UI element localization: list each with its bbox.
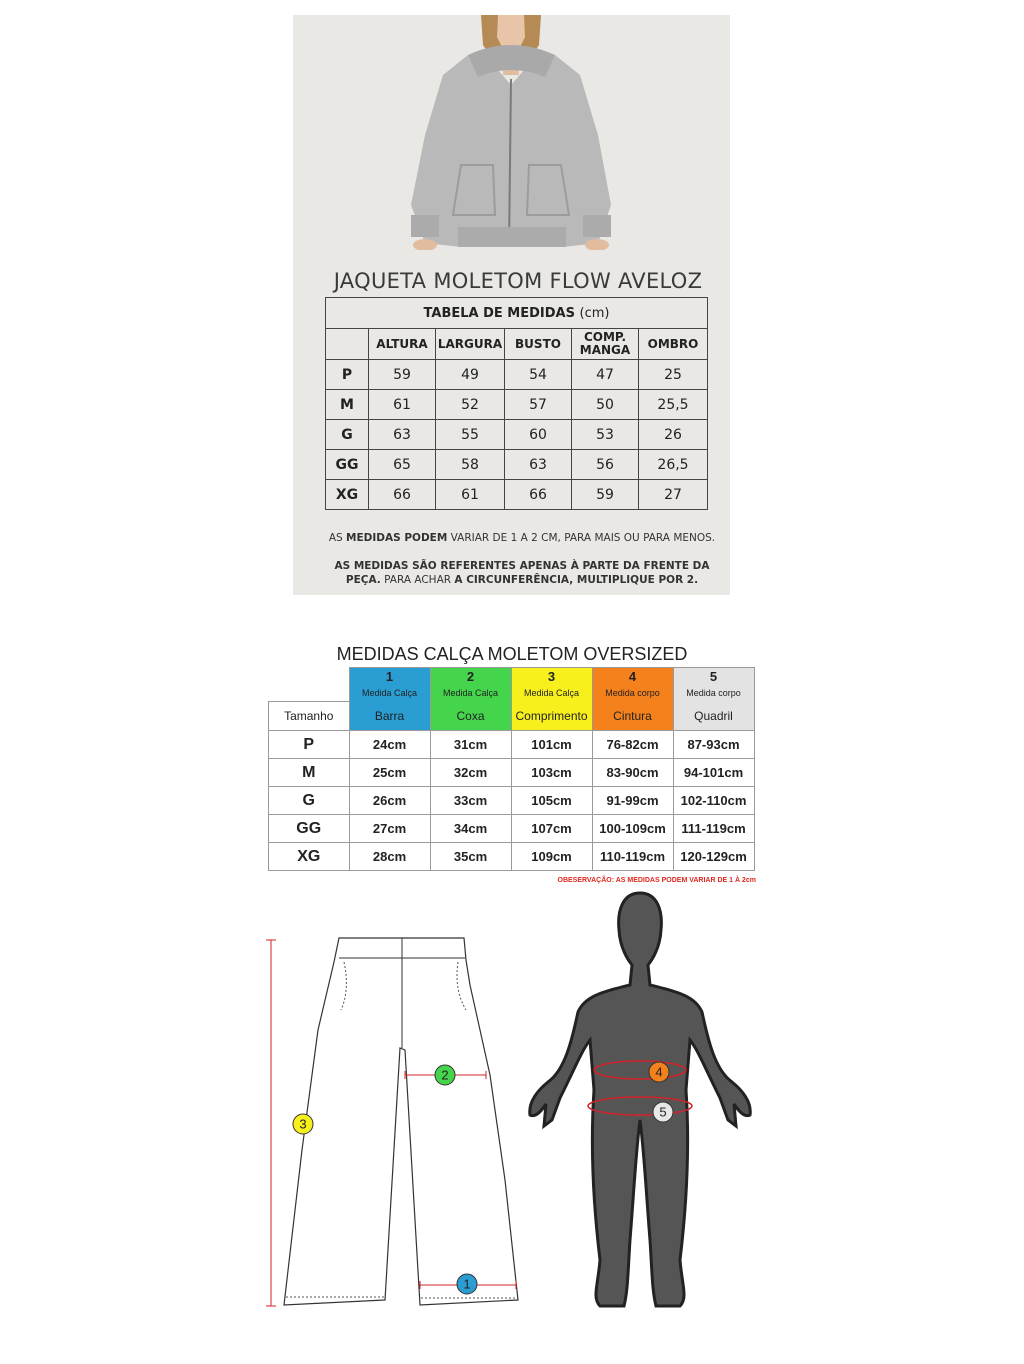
pants-cell: 110-119cm [592, 843, 673, 871]
jacket-cell: 60 [505, 420, 572, 450]
jacket-cell: 47 [572, 360, 639, 390]
jacket-size-label: P [326, 360, 369, 390]
pants-illustration [284, 938, 518, 1305]
jacket-cell: 54 [505, 360, 572, 390]
jacket-cell: 58 [436, 450, 505, 480]
pants-row [269, 731, 755, 759]
pants-cell: 101cm [511, 731, 592, 759]
jacket-size-label: GG [326, 450, 369, 480]
jacket-cell: 53 [572, 420, 639, 450]
pants-size-label: XG [269, 843, 350, 871]
jacket-cell: 25,5 [639, 390, 708, 420]
pants-cell: 91-99cm [592, 787, 673, 815]
jacket-corner-cell [326, 329, 369, 360]
jacket-cell: 57 [505, 390, 572, 420]
pants-row [269, 759, 755, 787]
jacket-cell: 59 [369, 360, 436, 390]
pants-corner-cell [269, 685, 350, 702]
pants-cell: 120-129cm [673, 843, 754, 871]
pants-cell: 83-90cm [592, 759, 673, 787]
jacket-row [326, 420, 708, 450]
pants-corner-cell [269, 668, 350, 686]
pants-cell: 27cm [349, 815, 430, 843]
jacket-table-title: TABELA DE MEDIDAS [423, 305, 575, 321]
marker-5 [653, 1102, 673, 1122]
pants-cell: 76-82cm [592, 731, 673, 759]
jacket-cell: 66 [505, 480, 572, 510]
measurement-diagram [260, 880, 770, 1320]
pants-cell: 24cm [349, 731, 430, 759]
jacket-cell: 52 [436, 390, 505, 420]
jacket-row [326, 360, 708, 390]
pants-cell: 31cm [430, 731, 511, 759]
pants-col-number: 2 [430, 668, 511, 686]
jacket-table-caption [326, 298, 708, 329]
pants-size-label: G [269, 787, 350, 815]
pants-size-table [268, 667, 755, 871]
marker-label: 1 [463, 1276, 471, 1292]
jacket-cell: 61 [436, 480, 505, 510]
pants-cell: 94-101cm [673, 759, 754, 787]
jacket-cell: 26,5 [639, 450, 708, 480]
pants-col-label: Cintura [592, 702, 673, 731]
jacket-row [326, 390, 708, 420]
pants-cell: 107cm [511, 815, 592, 843]
pants-cell: 103cm [511, 759, 592, 787]
jacket-col-header: ALTURA [369, 329, 436, 360]
pants-size-label: P [269, 731, 350, 759]
jacket-table-unit: (cm) [579, 305, 610, 321]
pants-variation-note: OBESERVAÇÃO: AS MEDIDAS PODEM VARIAR DE 1 À 2cm [557, 877, 756, 884]
jacket-cell: 26 [639, 420, 708, 450]
pants-cell: 26cm [349, 787, 430, 815]
jacket-cell: 55 [436, 420, 505, 450]
jacket-cell: 27 [639, 480, 708, 510]
jacket-col-header: BUSTO [505, 329, 572, 360]
pants-col-kind: Medida Calça [430, 685, 511, 702]
jacket-title: JAQUETA MOLETOM FLOW AVELOZ [333, 269, 703, 293]
pants-col-label: Barra [349, 702, 430, 731]
jacket-cell: 49 [436, 360, 505, 390]
marker-label: 5 [659, 1104, 667, 1120]
jacket-col-header: COMP. MANGA [572, 329, 639, 360]
pants-cell: 105cm [511, 787, 592, 815]
jacket-row [326, 480, 708, 510]
jacket-model-photo [293, 15, 730, 250]
jacket-col-header: LARGURA [436, 329, 505, 360]
pants-cell: 102-110cm [673, 787, 754, 815]
marker-label: 3 [299, 1116, 307, 1132]
marker-3 [293, 1114, 313, 1134]
marker-label: 2 [441, 1067, 449, 1083]
marker-4 [649, 1062, 669, 1082]
pants-cell: 33cm [430, 787, 511, 815]
pants-col-number: 4 [592, 668, 673, 686]
pants-col-label: Comprimento [511, 702, 592, 731]
jacket-col-header: OMBRO [639, 329, 708, 360]
pants-col-kind: Medida corpo [673, 685, 754, 702]
pants-col-label: Quadril [673, 702, 754, 731]
jacket-cell: 50 [572, 390, 639, 420]
pants-size-label: GG [269, 815, 350, 843]
jacket-size-table [325, 297, 708, 510]
pants-cell: 100-109cm [592, 815, 673, 843]
pants-row [269, 843, 755, 871]
pants-cell: 109cm [511, 843, 592, 871]
jacket-size-label: G [326, 420, 369, 450]
pants-col-kind: Medida Calça [511, 685, 592, 702]
pants-cell: 32cm [430, 759, 511, 787]
pants-cell: 25cm [349, 759, 430, 787]
pants-title: MEDIDAS CALÇA MOLETOM OVERSIZED [336, 644, 688, 664]
pants-size-header: Tamanho [269, 702, 350, 731]
pants-cell: 35cm [430, 843, 511, 871]
pants-row [269, 787, 755, 815]
jacket-size-label: M [326, 390, 369, 420]
pants-cell: 34cm [430, 815, 511, 843]
pants-col-label: Coxa [430, 702, 511, 731]
jacket-size-label: XG [326, 480, 369, 510]
marker-1 [457, 1274, 477, 1294]
pants-cell: 111-119cm [673, 815, 754, 843]
jacket-cell: 25 [639, 360, 708, 390]
marker-2 [435, 1065, 455, 1085]
pants-col-kind: Medida Calça [349, 685, 430, 702]
pants-col-number: 5 [673, 668, 754, 686]
body-silhouette [530, 893, 751, 1306]
jacket-note-variation: AS MEDIDAS PODEM VARIAR DE 1 A 2 CM, PARA MAIS OU PARA MENOS. [328, 532, 716, 544]
jacket-cell: 56 [572, 450, 639, 480]
marker-label: 4 [655, 1064, 663, 1080]
jacket-cell: 63 [505, 450, 572, 480]
pants-size-label: M [269, 759, 350, 787]
jacket-cell: 66 [369, 480, 436, 510]
pants-col-number: 3 [511, 668, 592, 686]
pants-cell: 28cm [349, 843, 430, 871]
jacket-cell: 61 [369, 390, 436, 420]
pants-cell: 87-93cm [673, 731, 754, 759]
pants-col-number: 1 [349, 668, 430, 686]
jacket-cell: 65 [369, 450, 436, 480]
length-arrow [266, 940, 276, 1306]
pants-row [269, 815, 755, 843]
jacket-row [326, 450, 708, 480]
pants-col-kind: Medida corpo [592, 685, 673, 702]
jacket-note-circumference: AS MEDIDAS SÃO REFERENTES APENAS À PARTE DA FRENTE DA PEÇA. PARA ACHAR A CIRCUNFERÊNCIA, MULTIPLIQUE POR 2. [334, 560, 710, 586]
jacket-size-card [293, 15, 730, 595]
jacket-cell: 59 [572, 480, 639, 510]
jacket-cell: 63 [369, 420, 436, 450]
